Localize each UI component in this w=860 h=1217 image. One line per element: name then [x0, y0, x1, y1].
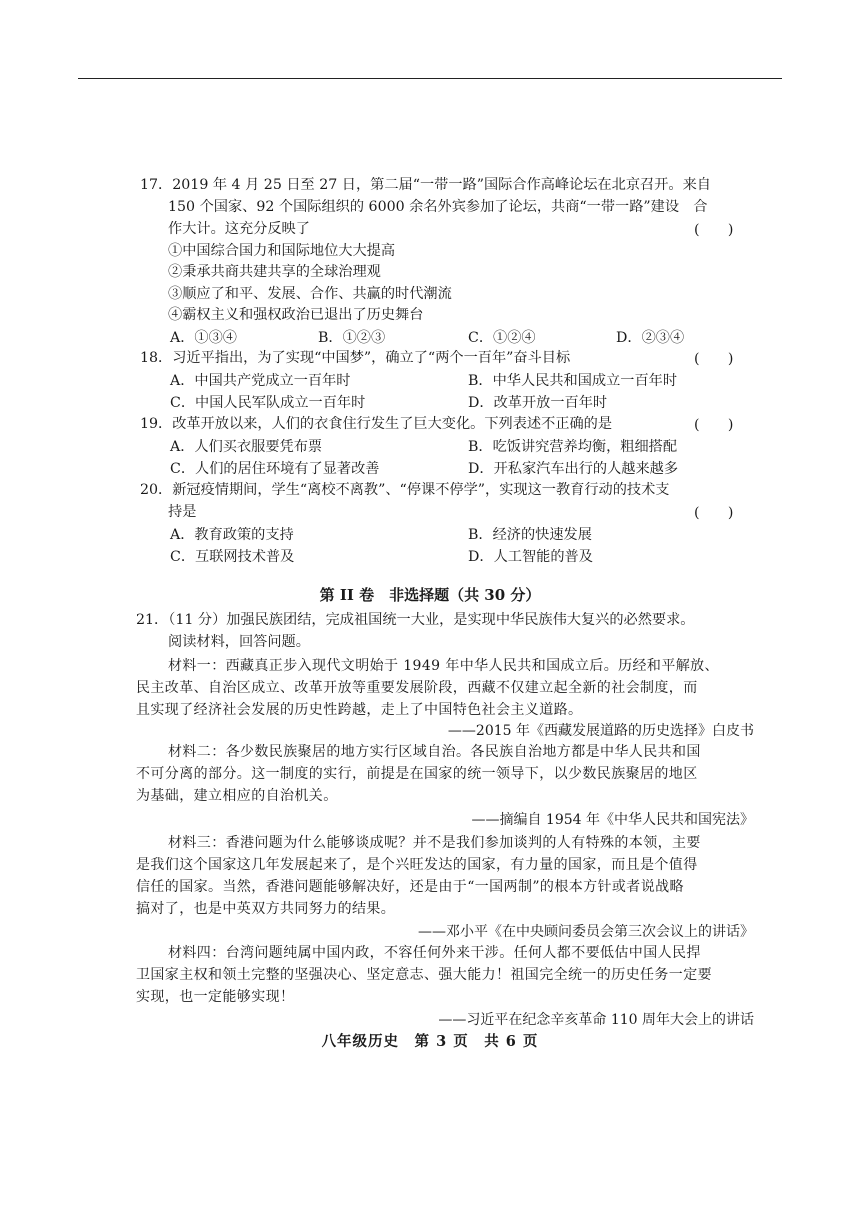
- material-2-line1: 材料二：各少数民族聚居的地方实行区域自治。各民族自治地方都是中华人民共和国: [168, 744, 701, 760]
- material-1-line2: 民主改革、自治区成立、改革开放等重要发展阶段，西藏不仅建立起全新的社会制度，而: [136, 680, 698, 696]
- material-1-line1: 材料一：西藏真正步入现代文明始于 1949 年中华人民共和国成立后。历经和平解放、: [168, 658, 719, 674]
- material-3-source: ——邓小平《在中央顾问委员会第三次会议上的讲话》: [418, 924, 754, 940]
- q17-answer-bracket: ( ): [694, 222, 734, 238]
- q20-option-c: C．互联网技术普及: [170, 549, 295, 565]
- q20-option-a: A．教育政策的支持: [170, 527, 294, 543]
- q17-option-a: A．①③④: [170, 330, 237, 346]
- q18-option-b: B．中华人民共和国成立一百年时: [468, 373, 678, 389]
- material-1-line3: 且实现了经济社会发展的历史性跨越，走上了中国特色社会主义道路。: [136, 702, 583, 718]
- q19-answer-bracket: ( ): [694, 417, 734, 433]
- material-2-line3: 为基础，建立相应的自治机关。: [136, 788, 338, 804]
- q17-option-d: D．②③④: [616, 330, 685, 346]
- material-3-line2: 是我们这个国家这几年发展起来了，是个兴旺发达的国家，有力量的国家，而且是个值得: [136, 857, 698, 873]
- q17-item-2: ②秉承共商共建共享的全球治理观: [168, 264, 381, 280]
- material-4-line1: 材料四：台湾问题纯属中国内政，不容任何外来干涉。任何人都不要低估中国人民捍: [168, 945, 701, 961]
- material-4-source: ——习近平在纪念辛亥革命 110 周年大会上的讲话: [438, 1012, 754, 1028]
- q17-option-b: B．①②③: [318, 330, 386, 346]
- q17-item-1: ①中国综合国力和国际地位大大提高: [168, 243, 396, 259]
- material-3-line3: 信任的国家。当然，香港问题能够解决好，还是由于“一国两制”的根本方针或者说战略: [136, 879, 684, 895]
- material-2-line2: 不可分离的部分。这一制度的实行，前提是在国家的统一领导下，以少数民族聚居的地区: [136, 766, 698, 782]
- material-3-line4: 搞对了，也是中英双方共同努力的结果。: [136, 901, 396, 917]
- page-footer: 八年级历史 第 3 页 共 6 页: [321, 1033, 539, 1050]
- q19-option-a: A．人们买衣服要凭布票: [170, 439, 323, 455]
- q18-line1: 18．习近平指出，为了实现“中国梦”，确立了“两个一百年”奋斗目标: [140, 350, 571, 366]
- material-3-line1: 材料三：香港问题为什么能够谈成呢？并不是我们参加谈判的人有特殊的本领，主要: [168, 835, 701, 851]
- q19-option-c: C．人们的居住环境有了显著改善: [170, 461, 380, 477]
- q18-option-c: C．中国人民军队成立一百年时: [170, 395, 366, 411]
- q17-line1: 17．2019 年 4 月 25 日至 27 日，第二届“一带一路”国际合作高峰论坛在北京召开。来自: [140, 177, 711, 193]
- q19-line1: 19．改革开放以来，人们的衣食住行发生了巨大变化。下列表述不正确的是: [140, 416, 613, 432]
- q20-option-b: B．经济的快速发展: [468, 527, 592, 543]
- q21-line2: 阅读材料，回答问题。: [168, 634, 310, 650]
- material-4-line2: 卫国家主权和领土完整的坚强决心、坚定意志、强大能力！祖国完全统一的历史任务一定要: [136, 967, 712, 983]
- q20-line1: 20．新冠疫情期间，学生“离校不离教”、“停课不停学”，实现这一教育行动的技术支: [140, 482, 670, 498]
- q17-option-c: C．①②④: [468, 330, 536, 346]
- q19-option-b: B．吃饭讲究营养均衡，粗细搭配: [468, 439, 678, 455]
- q20-option-d: D．人工智能的普及: [468, 549, 593, 565]
- q17-item-3: ③顺应了和平、发展、合作、共赢的时代潮流: [168, 286, 452, 302]
- q21-line1: 21．（11 分）加强民族团结，完成祖国统一大业，是实现中华民族伟大复兴的必然要求。: [136, 612, 695, 628]
- q18-option-a: A．中国共产党成立一百年时: [170, 373, 351, 389]
- q20-answer-bracket: ( ): [694, 505, 734, 521]
- q17-line2: 150 个国家、92 个国际组织的 6000 余名外宾参加了论坛，共商“一带一路”建设 合: [168, 199, 708, 215]
- q18-answer-bracket: ( ): [694, 351, 734, 367]
- material-1-source: ——2015 年《西藏发展道路的历史选择》白皮书: [447, 723, 754, 739]
- q17-item-4: ④霸权主义和强权政治已退出了历史舞台: [168, 307, 424, 323]
- q19-option-d: D．开私家汽车出行的人越来越多: [468, 461, 679, 477]
- material-4-line3: 实现，也一定能够实现！: [136, 989, 295, 1005]
- material-2-source: ——摘编自 1954 年《中华人民共和国宪法》: [471, 812, 754, 828]
- q20-line2: 持是: [168, 504, 197, 520]
- section-title: 第 II 卷 非选择题（共 30 分）: [319, 586, 541, 604]
- q17-line3: 作大计。这充分反映了: [168, 221, 310, 237]
- q18-option-d: D．改革开放一百年时: [468, 395, 608, 411]
